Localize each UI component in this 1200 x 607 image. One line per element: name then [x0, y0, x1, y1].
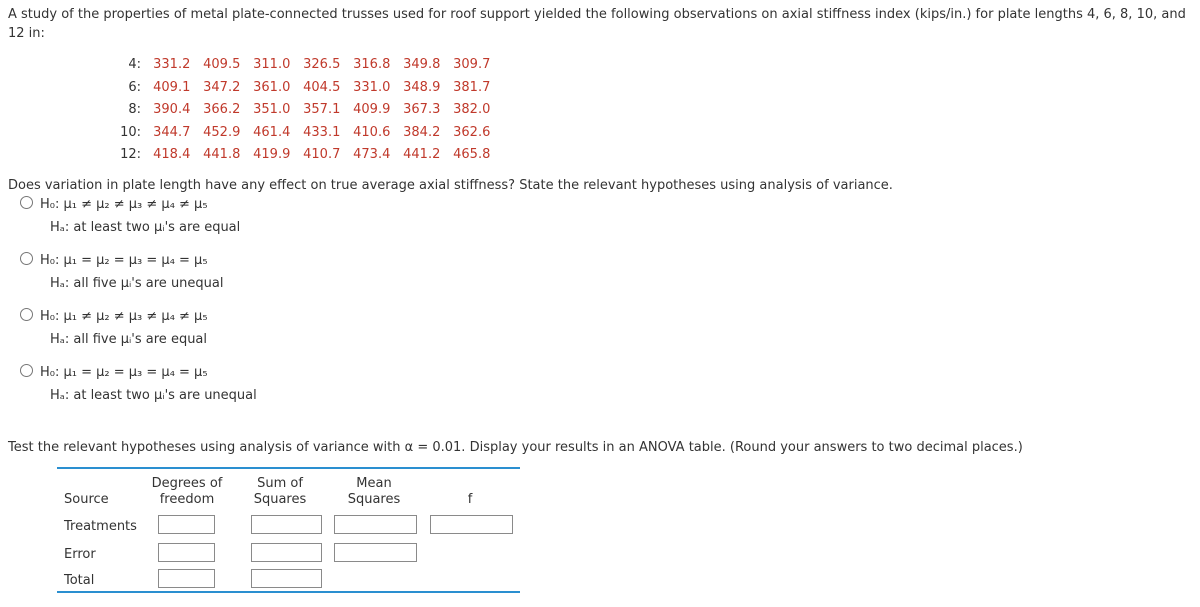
- anova-instructions: Test the relevant hypotheses using analysis of variance with α = 0.01. Display your results in an ANOVA table. (Round your answers to two decimal places.): [8, 440, 1023, 455]
- null-hypothesis: H₀: μ₁ = μ₂ = μ₃ = μ₄ = μ₅: [40, 365, 208, 380]
- data-value: 331.0: [353, 79, 391, 95]
- header-ms: [334, 476, 414, 508]
- radio-button[interactable]: [20, 364, 33, 377]
- alternative-hypothesis: Hₐ: all five μᵢ's are equal: [50, 332, 208, 347]
- data-value: 452.9: [203, 124, 241, 140]
- data-value: 473.4: [353, 147, 391, 162]
- data-value: 410.7: [303, 147, 341, 162]
- total-df-input[interactable]: [158, 569, 215, 588]
- null-hypothesis: H₀: μ₁ ≠ μ₂ ≠ μ₃ ≠ μ₄ ≠ μ₅: [40, 197, 208, 212]
- null-hypothesis: H₀: μ₁ = μ₂ = μ₃ = μ₄ = μ₅: [40, 253, 208, 268]
- data-row-12: [111, 144, 503, 167]
- data-value: 433.1: [303, 124, 341, 140]
- data-row-10: [111, 122, 503, 145]
- data-value: 384.2: [403, 124, 441, 140]
- data-value: 309.7: [453, 57, 491, 72]
- data-value: 344.7: [153, 124, 191, 140]
- header-source: Source: [64, 492, 109, 507]
- data-value: 347.2: [203, 79, 241, 95]
- data-value: 366.2: [203, 102, 241, 117]
- header-ss-line1: Sum of: [257, 476, 303, 491]
- row-label: 6:: [128, 79, 141, 95]
- radio-button[interactable]: [20, 252, 33, 265]
- radio-button[interactable]: [20, 196, 33, 209]
- treatments-f-input[interactable]: [430, 515, 513, 534]
- header-f: f: [467, 492, 473, 507]
- data-value: 409.5: [203, 57, 241, 72]
- data-value: 351.0: [253, 102, 291, 117]
- data-value: 441.2: [403, 147, 441, 162]
- data-value: 410.6: [353, 124, 391, 140]
- row-label: 8:: [128, 102, 141, 117]
- treatments-df-input[interactable]: [158, 515, 215, 534]
- table-top-rule: [57, 467, 520, 469]
- row-label-error: Error: [64, 547, 96, 562]
- hypothesis-option-3[interactable]: [20, 308, 208, 347]
- error-ss-input[interactable]: [251, 543, 322, 562]
- table-bottom-rule: [57, 591, 520, 593]
- treatments-ss-input[interactable]: [251, 515, 322, 534]
- data-value: 316.8: [353, 57, 391, 72]
- data-row-8: [111, 99, 503, 122]
- problem-intro: A study of the properties of metal plate-connected trusses used for roof support yielded the following observations on axial stiffness index (kips/in.) for plate lengths 4, 6, 8, 10, and 12 in:: [8, 7, 1186, 41]
- data-value: 362.6: [453, 124, 491, 140]
- error-df-input[interactable]: [158, 543, 215, 562]
- treatments-ms-input[interactable]: [334, 515, 417, 534]
- data-value: 361.0: [253, 79, 291, 95]
- header-df-line2: freedom: [159, 492, 215, 507]
- error-ms-input[interactable]: [334, 543, 417, 562]
- data-value: 404.5: [303, 79, 341, 95]
- row-label: 4:: [128, 57, 141, 72]
- data-value: 311.0: [253, 57, 291, 72]
- row-label: 10:: [120, 124, 141, 140]
- data-value: 357.1: [303, 102, 341, 117]
- data-value: 390.4: [153, 102, 191, 117]
- data-value: 419.9: [253, 147, 291, 162]
- header-ms-line2: Squares: [347, 492, 401, 507]
- data-value: 381.7: [453, 79, 491, 95]
- data-row-6: [111, 77, 503, 100]
- stiffness-data-table: [111, 54, 503, 167]
- header-ss-line2: Squares: [253, 492, 307, 507]
- header-df: [147, 476, 227, 508]
- data-value: 441.8: [203, 147, 241, 162]
- data-value: 409.9: [353, 102, 391, 117]
- data-value: 382.0: [453, 102, 491, 117]
- data-value: 409.1: [153, 79, 191, 95]
- hypothesis-option-2[interactable]: [20, 252, 224, 291]
- null-hypothesis: H₀: μ₁ ≠ μ₂ ≠ μ₃ ≠ μ₄ ≠ μ₅: [40, 309, 208, 324]
- row-label-total: Total: [64, 573, 95, 588]
- data-value: 349.8: [403, 57, 441, 72]
- total-ss-input[interactable]: [251, 569, 322, 588]
- data-value: 367.3: [403, 102, 441, 117]
- data-value: 418.4: [153, 147, 191, 162]
- alternative-hypothesis: Hₐ: all five μᵢ's are unequal: [50, 276, 224, 291]
- question-text: Does variation in plate length have any effect on true average axial stiffness? State the relevant hypotheses using analysis of variance.: [8, 178, 893, 193]
- alternative-hypothesis: Hₐ: at least two μᵢ's are unequal: [50, 388, 257, 403]
- header-ms-line1: Mean: [356, 476, 392, 491]
- alternative-hypothesis: Hₐ: at least two μᵢ's are equal: [50, 220, 241, 235]
- hypothesis-option-4[interactable]: [20, 364, 257, 403]
- data-value: 331.2: [153, 57, 191, 72]
- data-value: 326.5: [303, 57, 341, 72]
- data-value: 348.9: [403, 79, 441, 95]
- data-value: 465.8: [453, 147, 491, 162]
- data-row-4: [111, 54, 503, 77]
- radio-button[interactable]: [20, 308, 33, 321]
- row-label: 12:: [120, 147, 141, 162]
- row-label-treatments: Treatments: [64, 519, 137, 534]
- header-ss: [240, 476, 320, 508]
- header-df-line1: Degrees of: [151, 476, 223, 491]
- hypothesis-option-1[interactable]: [20, 196, 241, 235]
- data-value: 461.4: [253, 124, 291, 140]
